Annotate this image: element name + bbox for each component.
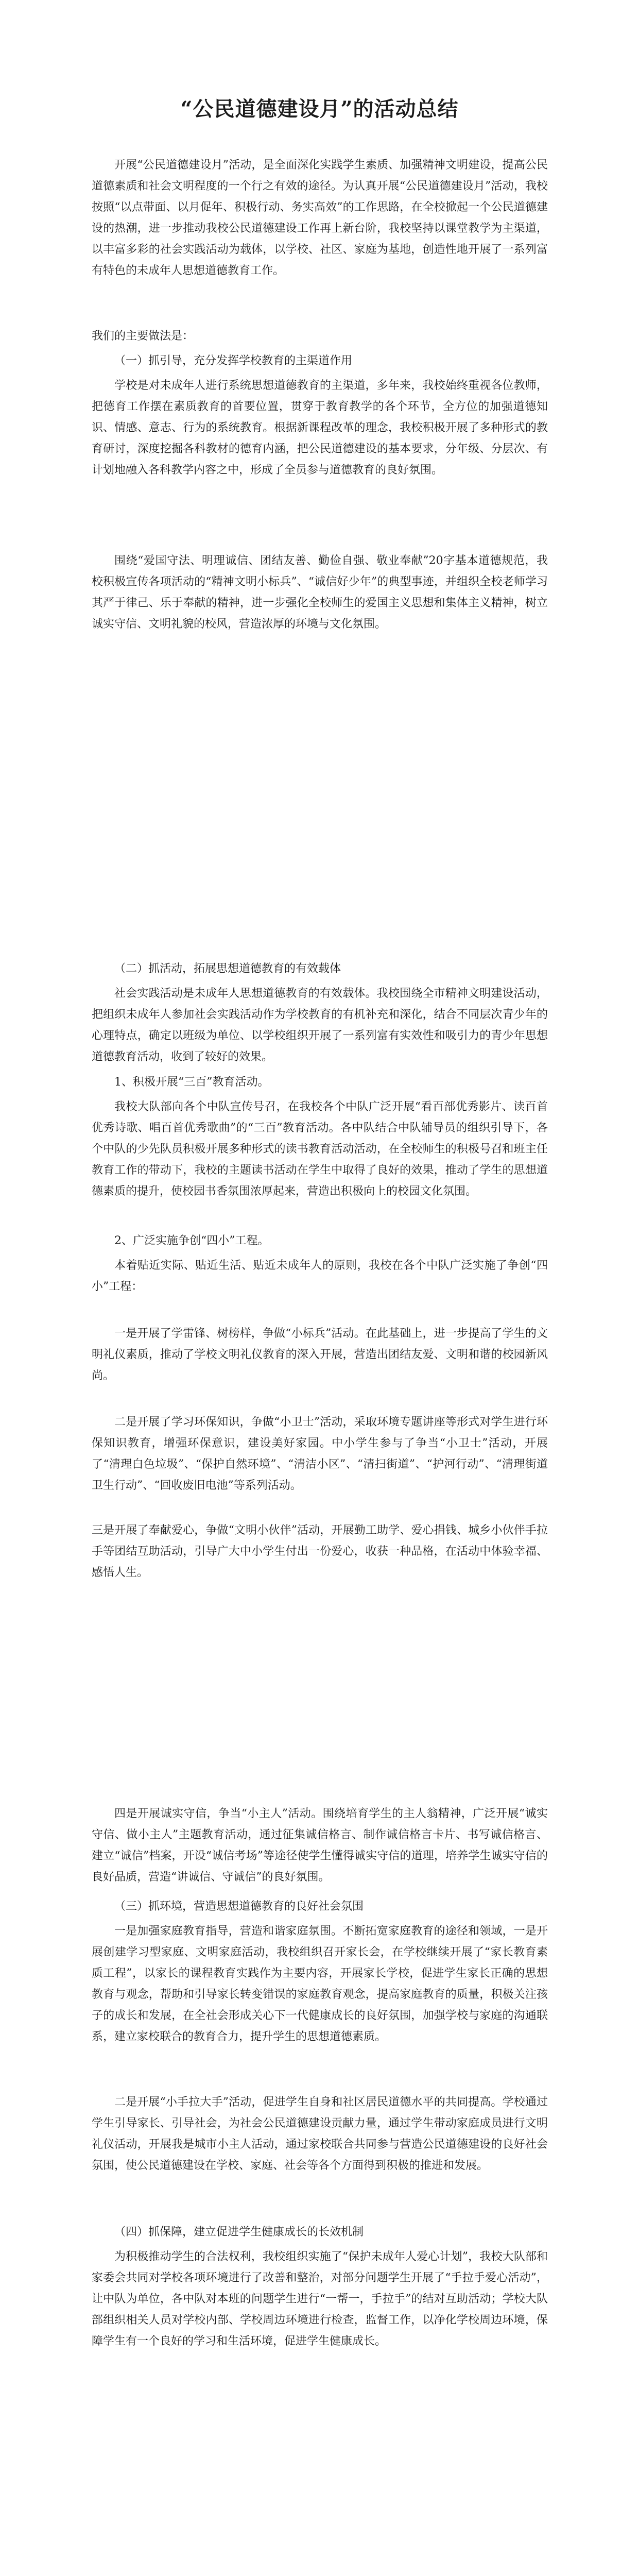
paragraph-small-hands: 二是开展“小手拉大手”活动，促进学生自身和社区居民道德水平的共同提高。学校通过学生引导家长、引导社会，为社会公民道德建设贡献力量，通过学生带动家庭成员进行文明礼仪活动，开展我是城市小主人活动，通过家校联合共同参与营造公民道德建设的良好社会氛围，使公民道德建设在学校、家庭、社会等各个方面得到积极的推进和发展。 xyxy=(92,2096,548,2172)
section-heading-3: （三）抓环境，营造思想道德教育的良好社会氛围 xyxy=(114,1900,364,1913)
document-title: “公民道德建设月”的活动总结 xyxy=(180,97,459,121)
paragraph-three-hundred: 我校大队部向各个中队宣传号召，在我校各个中队广泛开展“看百部优秀影片、读百首优秀诗歌、唱百首优秀歌曲”的“三百”教育活动。各中队结合中队辅导员的组织引导下，各个中队的少先队员积极开展多种形式的读书教育活动活动，在全校师生的积极号召和班主任教育工作的带动下，我校的主题读书活动在学生中取得了良好的效果，推动了学生的思想道德素质的提升，使校园书香氛围浓厚起来，营造出积极向上的校园文化氛围。 xyxy=(92,1100,548,1198)
subheading-three-hundred: 1、积极开展“三百”教育活动。 xyxy=(114,1076,269,1089)
paragraph-social-practice: 社会实践活动是未成年人思想道德教育的有效载体。我校围绕全市精神文明建设活动，把组织未成年人参加社会实践活动作为学校教育的有机补充和深化，结合不同层次青少年的心理特点，确定以班级为单位、以学校组织开展了一系列富有实效性和吸引力的青少年思想道德教育活动，收到了较好的效果。 xyxy=(92,987,548,1063)
paragraph-protection: 为积极推动学生的合法权利，我校组织实施了“保护未成年人爱心计划”，我校大队部和家委会共同对学校各项环境进行了改善和整治，对部分问题学生开展了“手拉手爱心活动”，让中队为单位，各中队对本班的问题学生进行“一帮一，手拉手”的结对互助活动；学校大队部组织相关人员对学校内部、学校周边环境进行检查，监督工作，以净化学校周边环境，保障学生有一个良好的学习和生活环境，促进学生健康成长。 xyxy=(92,2250,548,2348)
paragraph-item-one: 一是开展了学雷锋、树榜样，争做“小标兵”活动。在此基础上，进一步提高了学生的文明礼仪素质，推动了学校文明礼仪教育的深入开展，营造出团结友爱、文明和谐的校园新风尚。 xyxy=(92,1327,548,1382)
section-heading-1: （一）抓引导，充分发挥学校教育的主渠道作用 xyxy=(114,354,353,367)
section-heading-4: （四）抓保障，建立促进学生健康成长的长效机制 xyxy=(114,2226,364,2239)
paragraph-item-three: 三是开展了奉献爱心，争做“文明小伙伴”活动，开展勤工助学、爱心捐钱、城乡小伙伴手拉手等团结互助活动，引导广大中小学生付出一份爱心，收获一种品格，在活动中体验幸福、感悟人生。 xyxy=(92,1524,548,1579)
paragraph-four-small-intro: 本着贴近实际、贴近生活、贴近未成年人的原则，我校在各个中队广泛实施了争创“四小”工程： xyxy=(92,1259,548,1293)
section-heading-2: （二）抓活动，拓展思想道德教育的有效载体 xyxy=(114,962,341,975)
methods-intro: 我们的主要做法是： xyxy=(92,330,194,343)
paragraph-moral-norms: 围绕“爱国守法、明理诚信、团结友善、勤俭自强、敬业奉献”20字基本道德规范，我校积极宣传各项活动的“精神文明小标兵”、“诚信好少年”的典型事迹，并组织全校老师学习其严于律己、乐于奉献的精神，进一步强化全校师生的爱国主义思想和集体主义精神，树立诚实守信、文明礼貌的校风，营造浓厚的环境与文化氛围。 xyxy=(92,554,548,631)
subheading-four-small: 2、广泛实施争创“四小”工程。 xyxy=(114,1234,269,1247)
paragraph-item-two: 二是开展了学习环保知识，争做“小卫士”活动，采取环境专题讲座等形式对学生进行环保知识教育，增强环保意识，建设美好家园。中小学生参与了争当“小卫士”活动，开展了“清理白色垃圾”、“保护自然环境”、“清洁小区”、“清扫街道”、“护河行动”、“清理街道卫生行动”、“回收废旧电池”等系列活动。 xyxy=(92,1416,548,1492)
paragraph-family-education: 一是加强家庭教育指导，营造和谐家庭氛围。不断拓宽家庭教育的途径和领域，一是开展创建学习型家庭、文明家庭活动，我校组织召开家长会，在学校继续开展了“家长教育素质工程”，以家长的课程教育实践作为主要内容，开展家长学校，促进学生家长正确的思想教育与观念，帮助和引导家长转变错误的家庭教育观念，提高家庭教育的质量，积极关注孩子的成长和发展，在全社会形成关心下一代健康成长的良好氛围，加强学校与家庭的沟通联系，建立家校联合的教育合力，提升学生的思想道德素质。 xyxy=(92,1925,548,2043)
paragraph-item-four: 四是开展诚实守信，争当“小主人”活动。围绕培育学生的主人翁精神，广泛开展“诚实守信、做小主人”主题教育活动，通过征集诚信格言、制作诚信格言卡片、书写诚信格言、建立“诚信”档案，开设“诚信考场”等途径使学生懂得诚实守信的道理，培养学生诚实守信的良好品质，营造“讲诚信、守诚信”的良好氛围。 xyxy=(92,1807,548,1884)
paragraph-school-education: 学校是对未成年人进行系统思想道德教育的主渠道，多年来，我校始终重视各位教师，把德育工作摆在素质教育的首要位置，贯穿于教育教学的各个环节，全方位的加强道德知识、情感、意志、行为的系统教育。根据新课程改革的理念，我校积极开展了多种形式的教育研讨，深度挖掘各科教材的德育内涵，把公民道德建设的基本要求，分年级、分层次、有计划地融入各科教学内容之中，形成了全员参与道德教育的良好氛围。 xyxy=(92,379,548,477)
intro-paragraph: 开展“公民道德建设月”活动，是全面深化实践学生素质、加强精神文明建设，提高公民道德素质和社会文明程度的一个行之有效的途径。为认真开展“公民道德建设月”活动，我校按照“以点带面、以月促年、积极行动、务实高效”的工作思路，在全校掀起一个公民道德建设的热潮，进一步推动我校公民道德建设工作再上新台阶，我校坚持以课堂教学为主渠道，以丰富多彩的社会实践活动为载体，以学校、社区、家庭为基地，创造性地开展了一系列富有特色的未成年人思想道德教育工作。 xyxy=(92,159,548,277)
